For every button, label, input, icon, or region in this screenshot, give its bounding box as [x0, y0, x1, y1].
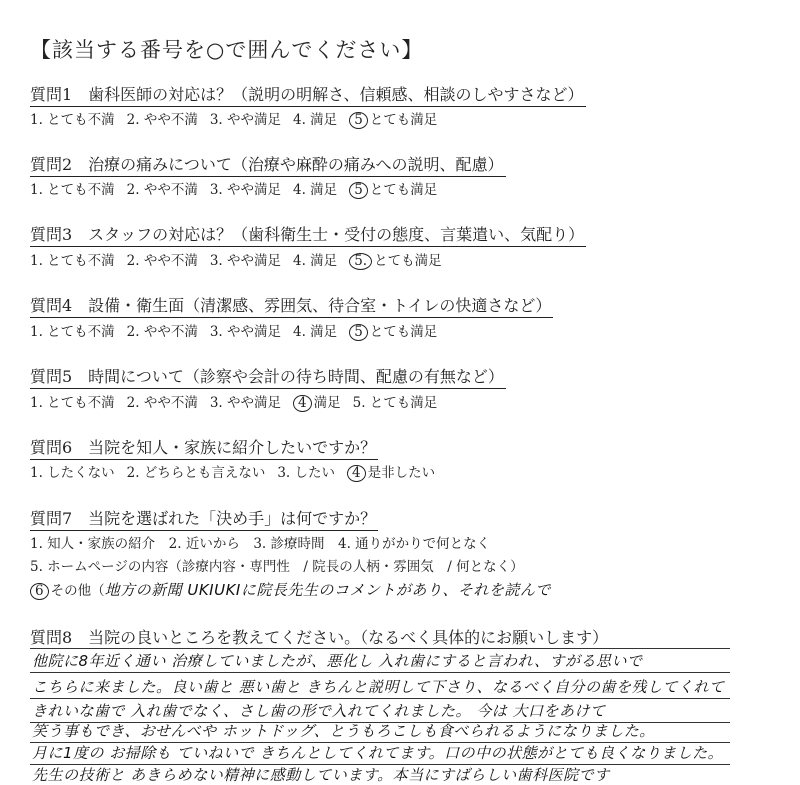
- answer-line: [30, 698, 730, 699]
- option: 1. とても不満: [30, 395, 115, 411]
- circled-answer-label: 満足: [313, 395, 341, 411]
- circled-answer-label: とても満足: [369, 324, 438, 340]
- circled-answer-label: とても満足: [369, 112, 438, 128]
- handwritten-line: 笑う事もでき、おせんべや ホットドッグ、とうもろこしも食べられるようになりました。: [32, 722, 655, 740]
- option: 4. 満足: [293, 253, 338, 269]
- other-label: その他（: [50, 583, 105, 599]
- circled-answer: 5: [349, 182, 368, 199]
- circled-answer-label: 是非したい: [367, 465, 436, 481]
- option: 2. やや不満: [126, 253, 198, 269]
- question-label: 質問5 時間について（診察や会計の待ち時間、配慮の有無など）: [30, 364, 506, 389]
- answer-line: [30, 672, 730, 673]
- option: 2. やや不満: [126, 182, 198, 198]
- circled-answer: 6: [30, 583, 49, 600]
- handwritten-line: 先生の技術と あきらめない精神に感動しています。本当にすばらしい歯科医院です: [32, 766, 610, 784]
- option: 3. やや満足: [209, 253, 282, 269]
- options-row: 1. 知人・家族の紹介 2. 近いから 3. 診療時間 4. 通りがかりで何となく: [30, 536, 491, 552]
- question-label: 質問6 当院を知人・家族に紹介したいですか？: [30, 435, 378, 460]
- options-row: [30, 391, 437, 412]
- handwritten-line: 月に1度の お掃除も ていねいで きちんとしてくれてます。口の中の状態がとても良くなりました。: [32, 744, 724, 762]
- circled-answer: 5: [349, 112, 368, 129]
- option: 1. とても不満: [30, 253, 115, 269]
- other-row: [30, 579, 551, 600]
- options-row: [30, 461, 435, 482]
- option: 2. やや不満: [126, 112, 198, 128]
- circled-answer-label: とても満足: [374, 253, 442, 269]
- page-title: 【該当する番号を○で囲んでください】: [30, 38, 424, 62]
- handwritten-answer: 地方の新聞 UKIUKIに院長先生のコメントがあり、それを読んで: [104, 581, 551, 599]
- options-row: [30, 108, 437, 129]
- option: 3. やや満足: [209, 112, 282, 128]
- question-label: 質問2 治療の痛みについて（治療や麻酔の痛みへの説明、配慮）: [30, 152, 506, 177]
- option: 1. したくない: [30, 465, 115, 481]
- circled-answer: 5: [349, 324, 368, 341]
- option: 4. 満足: [293, 182, 338, 198]
- question-label: 質問7 当院を選ばれた「決め手」は何ですか？: [30, 506, 378, 531]
- option: 1. とても不満: [30, 182, 115, 198]
- option: 3. やや満足: [209, 395, 282, 411]
- option: 1. とても不満: [30, 324, 115, 340]
- handwritten-line: きれいな歯で 入れ歯でなく、さし歯の形で入れてくれました。 今は 大口をあけて: [32, 702, 606, 720]
- handwritten-line: 他院に8年近く通い 治療していましたが、悪化し 入れ歯にすると言われ、すがる思いで: [32, 652, 643, 670]
- option: 3. やや満足: [209, 182, 282, 198]
- answer-line: [30, 648, 730, 649]
- options-row: 5. ホームページの内容（診療内容・専門性 / 院長の人柄・雰囲気 / 何となく）: [30, 559, 524, 575]
- options-row: [30, 320, 437, 341]
- options-row: [30, 249, 442, 270]
- option: 4. 満足: [293, 324, 338, 340]
- option: 2. どちらとも言えない: [126, 465, 266, 481]
- option: 3. したい: [277, 465, 336, 481]
- options-row: [30, 178, 437, 199]
- option: 2. やや不満: [126, 324, 198, 340]
- question-label: 質問1 歯科医師の対応は？（説明の明解さ、信頼感、相談のしやすさなど）: [30, 82, 586, 107]
- option: 4. 満足: [293, 112, 338, 128]
- handwritten-line: こちらに来ました。良い歯と 悪い歯と きちんと説明して下さり、なるべく自分の歯を残してくれて: [32, 678, 725, 696]
- circled-answer-label: とても満足: [369, 182, 438, 198]
- circled-answer: 5.: [349, 253, 372, 270]
- circled-answer: 4: [293, 395, 312, 412]
- question-label: 質問4 設備・衛生面（清潔感、雰囲気、待合室・トイレの快適さなど）: [30, 293, 553, 318]
- option: 3. やや満足: [209, 324, 282, 340]
- question-label: 質問8 当院の良いところを教えてください。（なるべく具体的にお願いします）: [30, 628, 609, 647]
- question-label: 質問3 スタッフの対応は？（歯科衛生士・受付の態度、言葉遣い、気配り）: [30, 222, 586, 247]
- option: 5. とても満足: [352, 395, 438, 411]
- option: 2. やや不満: [126, 395, 198, 411]
- circled-answer: 4: [347, 465, 366, 482]
- option: 1. とても不満: [30, 112, 115, 128]
